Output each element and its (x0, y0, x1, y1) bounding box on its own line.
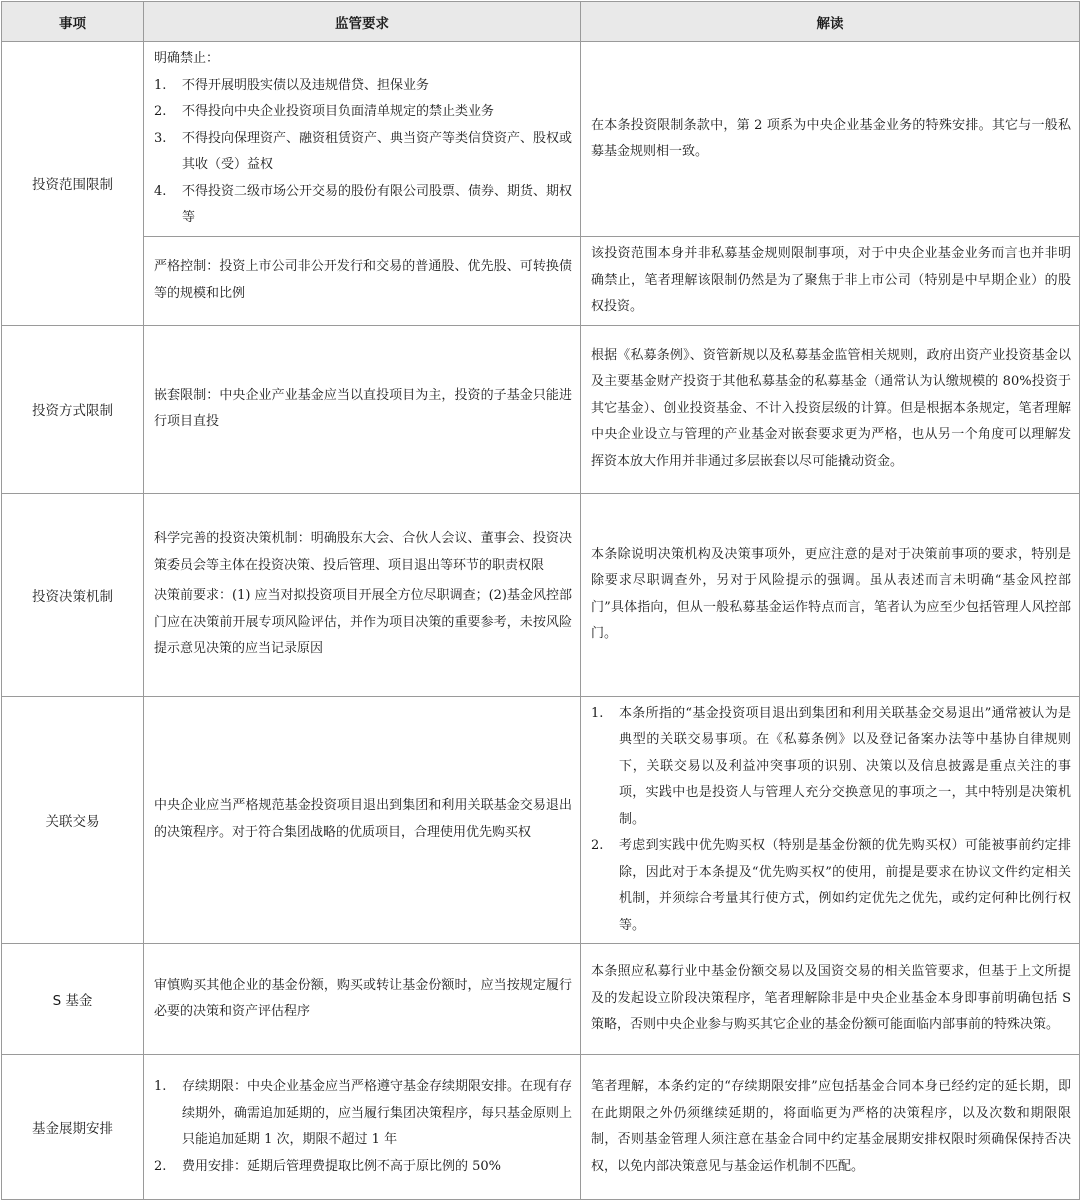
list-item: 1. 本条所指的“基金投资项目退出到集团和利用关联基金交易退出”通常被认为是典型的关联交易事项。在《私募条例》以及登记备案办法等中基协自律规则下，关联交易以及利益冲突事项的识别、决策以及信息披露是重点关注的事项，实践中也是投资人与管理人充分交换意见的事项之一，其中特别是决策机制。 (591, 705, 1071, 827)
item-cell: 关联交易 (2, 696, 144, 944)
list-item: 1. 不得开展明股实债以及违规借贷、担保业务 (154, 77, 430, 93)
list-item: 2. 费用安排：延期后管理费提取比例不高于原比例的 50% (154, 1158, 502, 1174)
interpretation-list (591, 701, 1071, 940)
item-cell: 投资方式限制 (2, 325, 144, 493)
list-item: 2. 不得投向中央企业投资项目负面清单规定的禁止类业务 (154, 104, 495, 120)
requirement-cell: 嵌套限制：中央企业产业基金应当以直投项目为主，投资的子基金只能进行项目直投 (144, 325, 581, 493)
requirement-cell: 严格控制：投资上市公司非公开发行和交易的普通股、优先股、可转换债等的规模和比例 (144, 237, 581, 326)
interpretation-cell: 本条除说明决策机构及决策事项外，更应注意的是对于决策前事项的要求，特别是除要求尽职调查外，另对于风险提示的强调。虽从表述而言未明确“基金风控部门”具体指向，但从一般私募基金运作特点而言，笔者认为应至少包括管理人风控部门。 (581, 493, 1080, 696)
requirement-cell (144, 493, 581, 696)
item-cell: 投资范围限制 (2, 42, 144, 326)
header-interpretation: 解读 (581, 2, 1080, 42)
list-item: 4. 不得投资二级市场公开交易的股份有限公司股票、债券、期货、期权等 (154, 183, 573, 226)
header-requirement: 监管要求 (144, 2, 581, 42)
requirement-cell (144, 1055, 581, 1200)
requirement-cell: 中央企业应当严格规范基金投资项目退出到集团和利用关联基金交易退出的决策程序。对于符合集团战略的优质项目，合理使用优先购买权 (144, 696, 581, 944)
requirement-cell (144, 42, 581, 237)
list-item: 3. 不得投向保理资产、融资租赁资产、典当资产等类信贷资产、股权或其收（受）益权 (154, 130, 573, 173)
interpretation-cell: 在本条投资限制条款中，第 2 项系为中央企业基金业务的特殊安排。其它与一般私募基金规则相一致。 (581, 42, 1080, 237)
requirement-list (154, 1074, 572, 1180)
table-row (2, 237, 1080, 326)
interpretation-cell: 笔者理解，本条约定的“存续期限安排”应包括基金合同本身已经约定的延长期，即在此期限之外仍须继续延期的，将面临更为严格的决策程序，以及次数和期限限制，否则基金管理人须注意在基金合同中约定基金展期安排权限时须确保保持否决权，以免内部决策意见与基金运作机制不匹配。 (581, 1055, 1080, 1200)
list-item: 1. 存续期限：中央企业基金应当严格遵守基金存续期限安排。在现有存续期外，确需追加延期的，应当履行集团决策程序，每只基金原则上只能追加延期 1 次，期限不超过 1 年 (154, 1079, 573, 1147)
item-cell: S 基金 (2, 944, 144, 1055)
table-row (2, 696, 1080, 944)
header-item: 事项 (2, 2, 144, 42)
table-row (2, 493, 1080, 696)
interpretation-cell: 本条照应私募行业中基金份额交易以及国资交易的相关监管要求，但基于上文所提及的发起设立阶段决策程序，笔者理解除非是中央企业基金本身即事前明确包括 S 策略，否则中央企业参与购买其它企业的基金份额可能面临内部事前的特殊决策。 (581, 944, 1080, 1055)
table-header-row (2, 2, 1080, 42)
item-cell: 投资决策机制 (2, 493, 144, 696)
table-row (2, 325, 1080, 493)
interpretation-cell (581, 696, 1080, 944)
item-cell: 基金展期安排 (2, 1055, 144, 1200)
list-item: 2. 考虑到实践中优先购买权（特别是基金份额的优先购买权）可能被事前约定排除，因此对于本条提及“优先购买权”的使用，前提是要求在协议文件约定相关机制，并须综合考量其行使方式，例如约定优先之优先，或约定何种比例行权等。 (591, 838, 1071, 933)
requirement-paragraph: 决策前要求：(1) 应当对拟投资项目开展全方位尽职调查；(2)基金风控部门应在决策前开展专项风险评估，并作为项目决策的重要参考，未按风险提示意见决策的应当记录原因 (154, 588, 572, 657)
requirement-paragraph: 科学完善的投资决策机制：明确股东大会、合伙人会议、董事会、投资决策委员会等主体在投资决策、投后管理、项目退出等环节的职责权限 (154, 531, 572, 573)
table-row (2, 1055, 1080, 1200)
interpretation-cell: 该投资范围本身并非私募基金规则限制事项，对于中央企业基金业务而言也并非明确禁止，笔者理解该限制仍然是为了聚焦于非上市公司（特别是中早期企业）的股权投资。 (581, 237, 1080, 326)
requirement-intro: 明确禁止： (154, 51, 220, 67)
regulation-table-document (1, 1, 1079, 1200)
interpretation-cell: 根据《私募条例》、资管新规以及私募基金监管相关规则，政府出资产业投资基金以及主要基金财产投资于其他私募基金的私募基金（通常认为认缴规模的 80%投资于其它基金）、创业投资基金、不计入投资层级的计算。但是根据本条规定，笔者理解中央企业设立与管理的产业基金对嵌套要求更为严格，也从另一个角度可以理解发挥资本放大作用并非通过多层嵌套以尽可能撬动资金。 (581, 325, 1080, 493)
requirement-list (154, 73, 572, 232)
requirement-cell: 审慎购买其他企业的基金份额，购买或转让基金份额时，应当按规定履行必要的决策和资产评估程序 (144, 944, 581, 1055)
regulation-table (1, 1, 1080, 1200)
table-row (2, 944, 1080, 1055)
table-row (2, 42, 1080, 237)
